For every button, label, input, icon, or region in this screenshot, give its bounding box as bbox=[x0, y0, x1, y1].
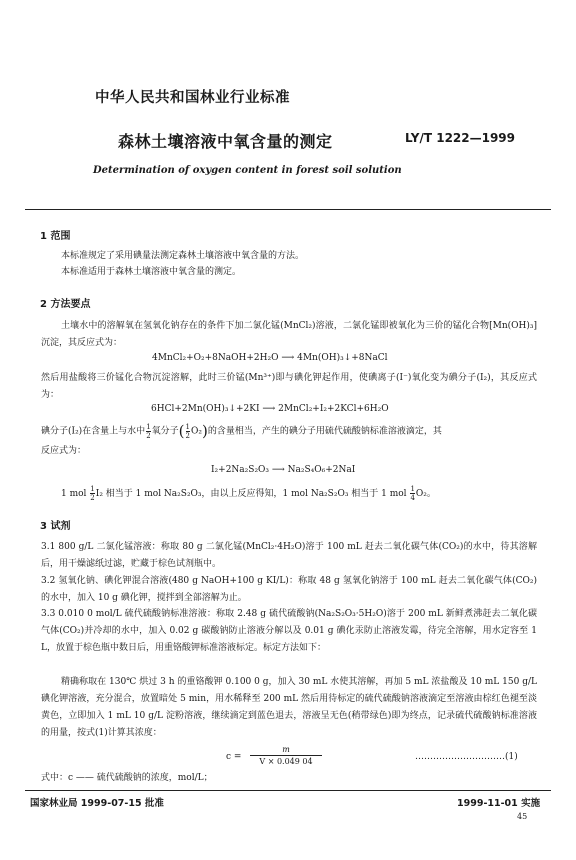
item-3-2: 3.2 氢氧化钠、碘化钾混合溶液(480 g NaOH+100 g KI/L)：称取 48 g 氢氧化钠溶于 100 mL 赶去二氧化碳气体(CO₂)的水中，加入 10 g 碘化钾，搅拌到全部溶解为止。 bbox=[41, 576, 537, 603]
header-divider bbox=[25, 209, 551, 210]
section-2-para-2: 然后用盐酸将三价锰化合物沉淀溶解，此时三价锰(Mn³⁺)即与碘化钾起作用，使碘离子(I⁻)氧化变为碘分子(I₂)，其反应式为： bbox=[41, 373, 537, 400]
para-3-text-a: 碘分子(I₂)在含量上与水中 bbox=[41, 426, 146, 437]
section-2-heading: 2 方法要点 bbox=[40, 299, 91, 310]
section-2-para-3-end: 反应式为： bbox=[41, 446, 87, 456]
issuing-organization: 中华人民共和国林业行业标准 bbox=[95, 90, 290, 106]
page-number: 45 bbox=[517, 812, 528, 821]
approval-date: 国家林业局 1999-07-15 批准 bbox=[30, 798, 164, 809]
equation-3: I₂+2Na₂S₂O₃ ⟶ Na₂S₄O₆+2NaI bbox=[211, 465, 356, 475]
item-3-1: 3.1 800 g/L 二氯化锰溶液：称取 80 g 二氯化锰(MnCl₂·4H₂O)溶于 100 mL 赶去二氧化碳气体(CO₂)的水中，待其溶解后，用干燥滤纸过滤，贮藏于棕色试剂瓶中。 bbox=[41, 542, 537, 569]
para-4-text-a: 1 mol bbox=[61, 489, 87, 499]
equation-2: 6HCl+2Mn(OH)₃↓+2KI ⟶ 2MnCl₂+I₂+2KCl+6H₂O bbox=[151, 404, 389, 414]
section-3-heading: 3 试剂 bbox=[40, 521, 71, 532]
section-2-para-1: 土壤水中的溶解氧在氢氧化钠存在的条件下加二氯化锰(MnCl₂)溶液，二氯化锰即被氧化为三价的锰化合物[Mn(OH)₃]沉淀，其反应式为： bbox=[41, 321, 537, 348]
section-1-heading: 1 范围 bbox=[40, 231, 71, 242]
formula-denominator: V × 0.049 04 bbox=[250, 755, 322, 767]
item-3-3: 3.3 0.010 0 mol/L 硫代硫酸钠标准溶液：称取 2.48 g 硫代硫酸钠(Na₂S₂O₃·5H₂O)溶于 200 mL 新鲜煮沸赶去二氧化碳气体(CO₂)并冷却的水中，加入 0.02 g 碳酸钠防止溶液分解以及 0.01 g 碘化汞防止溶液发霉，待完全溶解，用水定容至 1 L，放置于棕色瓶中数日后，用重铬酸钾标准溶液标定。标定方法如下： bbox=[41, 609, 537, 653]
footer-divider bbox=[25, 790, 551, 791]
fraction-one-half-c: $\frac{1}{2}$ bbox=[90, 485, 95, 502]
para-3-text-c: O₂ bbox=[191, 426, 202, 437]
section-2-para-4 bbox=[61, 483, 436, 505]
section-1-para-1: 本标准规定了采用碘量法测定森林土壤溶液中氧含量的方法。 bbox=[61, 251, 305, 261]
english-title: Determination of oxygen content in forest soil solution bbox=[93, 165, 402, 176]
para-3-text-d: 的含量相当，产生的碘分子用硫代硫酸钠标准溶液滴定，其 bbox=[207, 426, 442, 437]
section-2-para-3: 碘分子(I₂)在含量上与水中 $\frac{1}{2}$ 氧分子( $\frac{1}{2}$ O₂)的含量相当，产生的碘分子用硫代硫酸钠标准溶液滴定，其 bbox=[41, 422, 442, 440]
formula-where: 式中：c —— 硫代硫酸钠的浓度，mol/L； bbox=[41, 773, 213, 783]
fraction-one-half: $\frac{1}{2}$ bbox=[146, 422, 151, 440]
formula-number: …………………………(1) bbox=[415, 752, 518, 762]
formula-fraction bbox=[250, 744, 322, 767]
formula-lhs: c = bbox=[226, 752, 242, 762]
para-3-text-b: 氧分子 bbox=[151, 426, 179, 437]
fraction-one-half-b: $\frac{1}{2}$ bbox=[185, 422, 190, 440]
para-4-text-b: I₂ 相当于 1 mol Na₂S₂O₃，由以上反应得知，1 mol Na₂S₂O₃ 相当于 1 mol bbox=[95, 489, 407, 499]
standard-code: LY/T 1222—1999 bbox=[405, 131, 516, 145]
section-1-para-2: 本标准适用于森林土壤溶液中氧含量的测定。 bbox=[61, 267, 242, 277]
equation-1: 4MnCl₂+O₂+8NaOH+2H₂O ⟶ 4Mn(OH)₃↓+8NaCl bbox=[152, 353, 388, 363]
calibration-paragraph: 精确称取在 130℃ 烘过 3 h 的重铬酸钾 0.100 0 g，加入 30 mL 水使其溶解，再加 5 mL 浓盐酸及 10 mL 150 g/L 碘化钾溶液，充分混合，放置暗处 5 min，用水稀释至 200 mL 然后用待标定的硫代硫酸钠溶液滴定至溶液由棕红色褪至淡黄色，立即加入 1 mL 10 g/L 淀粉溶液，继续滴定到蓝色退去，溶液呈无色(稍带绿色)即为终点，记录硫代硫酸钠标准溶液的用量，按式(1)计算其浓度： bbox=[41, 677, 537, 738]
formula-numerator: m bbox=[282, 745, 290, 754]
standard-title: 森林土壤溶液中氧含量的测定 bbox=[118, 132, 333, 151]
para-4-text-c: O₂。 bbox=[415, 489, 436, 499]
fraction-one-quarter: $\frac{1}{4}$ bbox=[410, 485, 415, 502]
implementation-date: 1999-11-01 实施 bbox=[457, 798, 541, 809]
